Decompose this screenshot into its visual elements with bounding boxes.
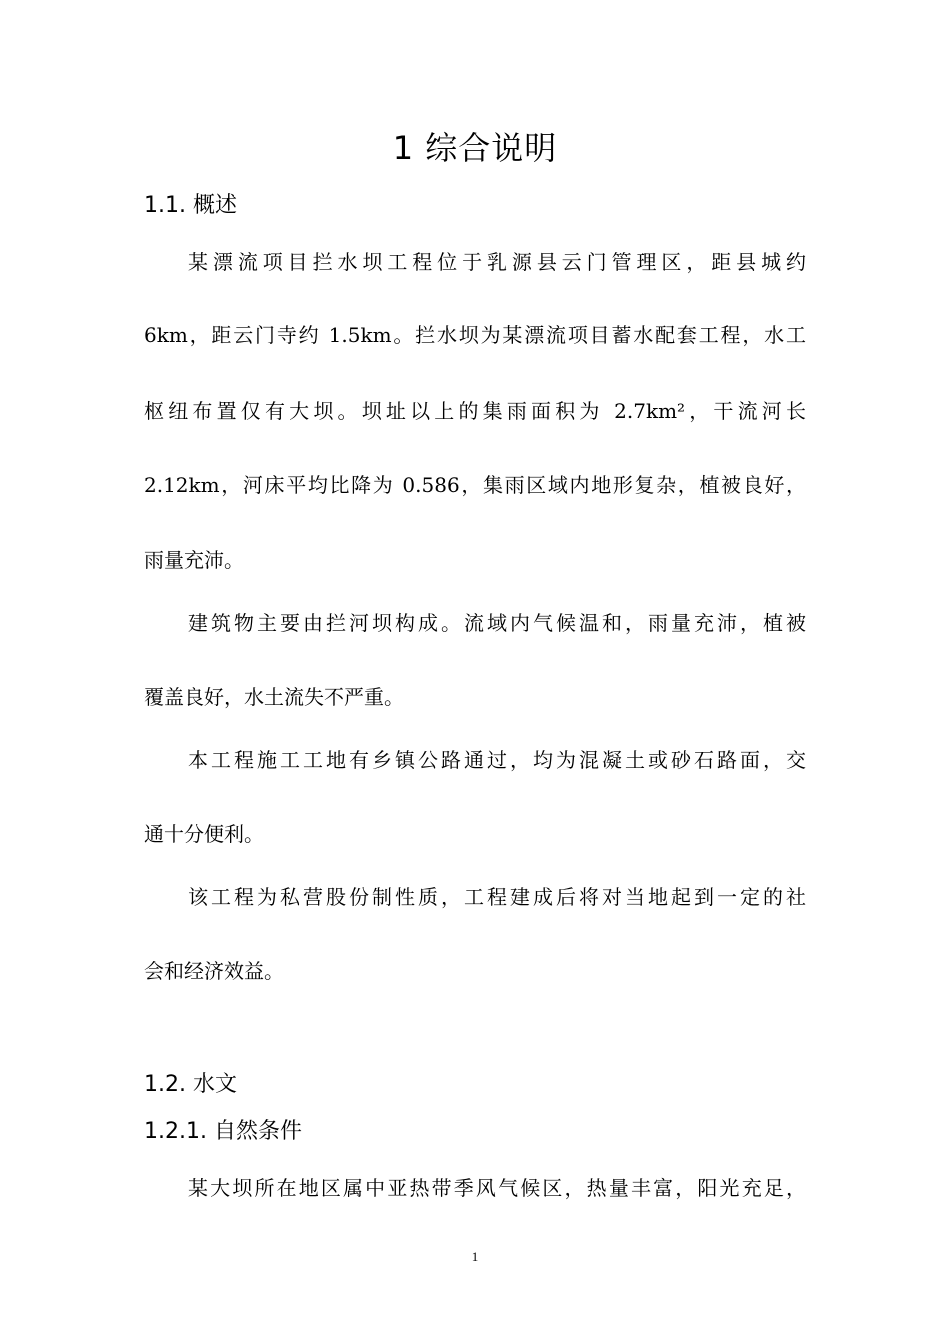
paragraph-line: 通十分便利。 [144,822,264,846]
paragraph-line: 覆盖良好，水土流失不严重。 [144,685,404,709]
paragraph-line: 该工程为私营股份制性质，工程建成后将对当地起到一定的社 [188,885,806,909]
paragraph-line: 本工程施工工地有乡镇公路通过，均为混凝土或砂石路面，交 [188,748,806,772]
paragraph-line: 会和经济效益。 [144,959,284,983]
paragraph-line: 雨量充沛。 [144,548,244,572]
page-number: 1 [471,1249,479,1264]
paragraph-line: 2.12km，河床平均比降为 0.586，集雨区域内地形复杂，植被良好， [144,473,806,497]
section-heading-overview: 1.1. 概述 [144,193,237,218]
section-heading-hydrology: 1.2. 水文 [144,1072,237,1097]
paragraph-line: 某大坝所在地区属中亚热带季风气候区，热量丰富，阳光充足， [188,1176,806,1200]
paragraph-line: 某漂流项目拦水坝工程位于乳源县云门管理区，距县城约 [188,250,806,274]
subsection-heading-natural-conditions: 1.2.1. 自然条件 [144,1119,302,1144]
paragraph-line: 枢纽布置仅有大坝。坝址以上的集雨面积为 2.7km²，干流河长 [144,399,806,423]
chapter-title: 1 综合说明 [392,129,558,167]
paragraph-line: 6km，距云门寺约 1.5km。拦水坝为某漂流项目蓄水配套工程，水工 [144,323,806,347]
paragraph-line: 建筑物主要由拦河坝构成。流域内气候温和，雨量充沛，植被 [188,611,806,635]
